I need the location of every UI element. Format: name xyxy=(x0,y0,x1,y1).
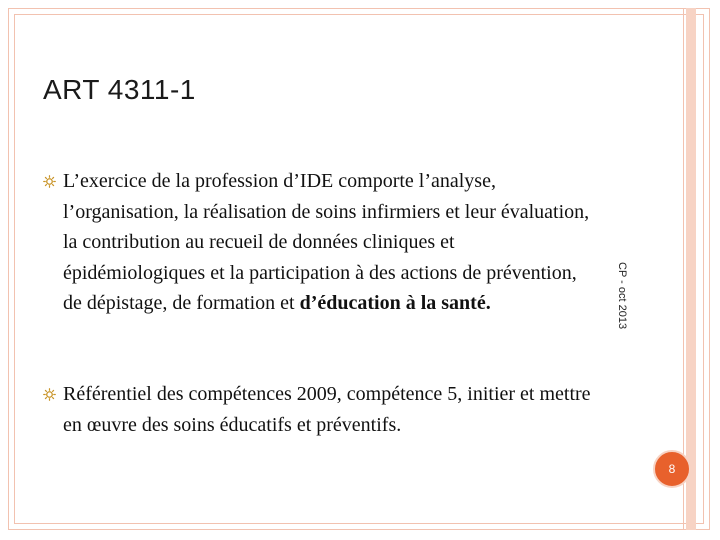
right-decorative-bar xyxy=(686,8,696,530)
bullet-item-1 xyxy=(63,166,593,319)
bullet-item-2 xyxy=(63,379,593,440)
bullet-1-bold-text: d’éducation à la santé. xyxy=(299,292,491,314)
side-note-date: CP - oct 2013 xyxy=(616,262,628,330)
bullet-1-text: L’exercice de la profession d’IDE comporte l’analyse, l’organisation, la réalisation de soins infirmiers et leur évaluation, la contribution au recueil de données cliniques et épidémiologiques et la participation à des actions de prévention, de dépistage, de formation et xyxy=(63,170,590,314)
slide-title: ART 4311-1 xyxy=(43,74,196,105)
sun-bullet-icon xyxy=(43,175,56,188)
bullet-2-text: Référentiel des compétences 2009, compétence 5, initier et mettre en œuvre des soins éducatifs et préventifs. xyxy=(63,383,591,436)
sun-bullet-icon xyxy=(43,388,56,401)
page-number-badge: 8 xyxy=(653,450,691,488)
right-bar-line xyxy=(683,8,684,530)
